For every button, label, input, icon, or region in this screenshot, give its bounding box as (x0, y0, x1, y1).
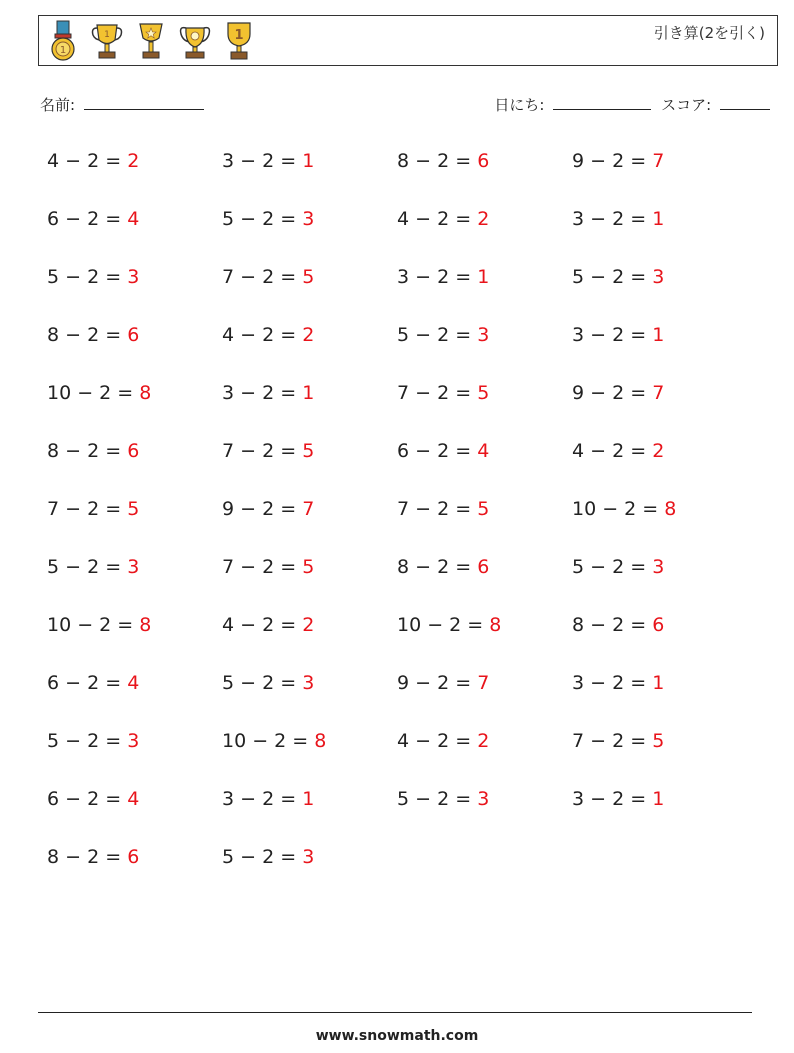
problem-question: 4 − 2 = (397, 208, 478, 230)
problem-answer: 4 (127, 788, 140, 810)
problem-item (572, 548, 747, 606)
problem-item (47, 780, 222, 838)
date-blank[interactable] (553, 95, 651, 110)
problem-question: 7 − 2 = (572, 730, 653, 752)
problem-answer: 1 (652, 324, 665, 346)
score-blank[interactable] (720, 95, 770, 110)
problem-item (222, 664, 397, 722)
problem-item (572, 142, 747, 200)
name-field (40, 94, 204, 115)
problem-item (47, 838, 222, 896)
problem-answer: 3 (127, 266, 140, 288)
problem-answer: 3 (302, 672, 315, 694)
problem-item (397, 606, 572, 664)
problem-answer: 5 (652, 730, 665, 752)
problem-question: 4 − 2 = (222, 324, 303, 346)
problem-answer: 7 (477, 672, 490, 694)
problem-answer: 8 (664, 498, 677, 520)
problem-question: 8 − 2 = (47, 846, 128, 868)
problem-item (222, 548, 397, 606)
problem-item (572, 316, 747, 374)
problem-item (47, 316, 222, 374)
problem-item (47, 142, 222, 200)
problem-answer: 5 (302, 266, 315, 288)
problem-question: 5 − 2 = (572, 266, 653, 288)
date-field (494, 94, 651, 115)
medal-icon (47, 20, 79, 62)
problem-item (572, 432, 747, 490)
problem-answer: 1 (302, 150, 315, 172)
problem-item (572, 780, 747, 838)
problem-answer: 3 (652, 266, 665, 288)
problem-question: 7 − 2 = (47, 498, 128, 520)
number-one-trophy-icon (223, 20, 255, 62)
problem-item (397, 490, 572, 548)
problem-question: 5 − 2 = (222, 672, 303, 694)
problem-item (222, 142, 397, 200)
problem-question: 4 − 2 = (572, 440, 653, 462)
problem-question: 10 − 2 = (47, 614, 140, 636)
problem-answer: 4 (477, 440, 490, 462)
problem-item (397, 664, 572, 722)
problem-answer: 3 (127, 556, 140, 578)
problem-question: 8 − 2 = (397, 556, 478, 578)
problem-answer: 6 (127, 846, 140, 868)
problem-answer: 7 (302, 498, 315, 520)
problem-answer: 8 (139, 614, 152, 636)
problem-item (397, 258, 572, 316)
problem-answer: 3 (477, 788, 490, 810)
problem-answer: 8 (489, 614, 502, 636)
problem-answer: 3 (652, 556, 665, 578)
icon-strip (47, 20, 255, 62)
problem-item (47, 258, 222, 316)
date-label: 日にち: (494, 96, 545, 114)
problem-answer: 2 (477, 730, 490, 752)
problem-answer: 1 (302, 382, 315, 404)
problem-question: 5 − 2 = (397, 324, 478, 346)
problem-answer: 6 (127, 324, 140, 346)
problem-answer: 6 (477, 556, 490, 578)
problem-question: 5 − 2 = (397, 788, 478, 810)
problem-question: 8 − 2 = (47, 440, 128, 462)
problem-item (47, 200, 222, 258)
cup-icon (179, 20, 211, 62)
problem-item (572, 200, 747, 258)
problem-item (47, 432, 222, 490)
problem-item (397, 722, 572, 780)
star-trophy-icon (135, 20, 167, 62)
problem-question: 9 − 2 = (222, 498, 303, 520)
svg-text:1: 1 (104, 30, 110, 40)
problem-answer: 3 (302, 846, 315, 868)
problem-answer: 8 (139, 382, 152, 404)
problem-answer: 1 (302, 788, 315, 810)
problem-item (47, 664, 222, 722)
problem-answer: 4 (127, 208, 140, 230)
svg-text:1: 1 (59, 45, 67, 56)
problem-item (397, 200, 572, 258)
problem-question: 8 − 2 = (397, 150, 478, 172)
problem-question: 4 − 2 = (397, 730, 478, 752)
problem-item (572, 664, 747, 722)
problem-item (222, 780, 397, 838)
problem-question: 10 − 2 = (572, 498, 665, 520)
problem-answer: 6 (477, 150, 490, 172)
problem-item (572, 258, 747, 316)
problem-answer: 3 (477, 324, 490, 346)
problem-answer: 2 (302, 324, 315, 346)
problem-answer: 8 (314, 730, 327, 752)
problem-question: 9 − 2 = (397, 672, 478, 694)
score-field (661, 94, 770, 115)
problem-item (222, 606, 397, 664)
problem-item (47, 722, 222, 780)
problem-question: 3 − 2 = (222, 788, 303, 810)
problem-question: 3 − 2 = (572, 324, 653, 346)
problem-item (47, 606, 222, 664)
problem-item (222, 722, 397, 780)
problem-item (572, 606, 747, 664)
problem-item (572, 374, 747, 432)
sheet-title: 引き算(2を引く) (653, 24, 765, 42)
header-box (38, 15, 778, 66)
problem-answer: 3 (302, 208, 315, 230)
problem-answer: 5 (302, 440, 315, 462)
problem-answer: 2 (302, 614, 315, 636)
problem-answer: 1 (652, 788, 665, 810)
problem-question: 5 − 2 = (222, 846, 303, 868)
problem-item (222, 838, 397, 896)
problem-answer: 6 (652, 614, 665, 636)
problem-question: 3 − 2 = (572, 672, 653, 694)
problem-answer: 5 (477, 498, 490, 520)
problem-question: 5 − 2 = (222, 208, 303, 230)
problem-question: 5 − 2 = (47, 730, 128, 752)
problem-item (572, 722, 747, 780)
problem-question: 7 − 2 = (397, 382, 478, 404)
name-label: 名前: (40, 96, 76, 114)
problem-item (222, 258, 397, 316)
problem-answer: 5 (127, 498, 140, 520)
problem-question: 3 − 2 = (222, 150, 303, 172)
problem-item (397, 316, 572, 374)
problem-item (397, 142, 572, 200)
problem-item (47, 548, 222, 606)
footer-divider (38, 1012, 752, 1013)
problem-answer: 2 (652, 440, 665, 462)
problem-grid (47, 142, 747, 896)
problem-answer: 1 (477, 266, 490, 288)
problem-question: 4 − 2 = (222, 614, 303, 636)
problem-answer: 1 (652, 208, 665, 230)
problem-item (222, 490, 397, 548)
problem-answer: 3 (127, 730, 140, 752)
problem-item (222, 200, 397, 258)
problem-item (397, 780, 572, 838)
problem-question: 5 − 2 = (572, 556, 653, 578)
problem-question: 9 − 2 = (572, 382, 653, 404)
problem-question: 9 − 2 = (572, 150, 653, 172)
problem-answer: 7 (652, 150, 665, 172)
problem-question: 8 − 2 = (47, 324, 128, 346)
problem-answer: 6 (127, 440, 140, 462)
footer-url[interactable]: www.snowmath.com (315, 1028, 479, 1044)
problem-question: 10 − 2 = (222, 730, 315, 752)
problem-question: 7 − 2 = (222, 440, 303, 462)
problem-answer: 2 (477, 208, 490, 230)
score-label: スコア: (661, 96, 712, 114)
problem-item (222, 432, 397, 490)
problem-question: 6 − 2 = (47, 788, 128, 810)
problem-question: 5 − 2 = (47, 266, 128, 288)
problem-item (397, 548, 572, 606)
problem-question: 3 − 2 = (222, 382, 303, 404)
problem-item (397, 374, 572, 432)
problem-question: 3 − 2 = (397, 266, 478, 288)
problem-answer: 2 (127, 150, 140, 172)
problem-question: 10 − 2 = (47, 382, 140, 404)
problem-answer: 4 (127, 672, 140, 694)
problem-question: 6 − 2 = (47, 672, 128, 694)
trophy-icon (91, 20, 123, 62)
problem-answer: 1 (652, 672, 665, 694)
problem-item (47, 374, 222, 432)
problem-question: 10 − 2 = (397, 614, 490, 636)
problem-question: 4 − 2 = (47, 150, 128, 172)
name-blank[interactable] (84, 95, 204, 110)
problem-question: 5 − 2 = (47, 556, 128, 578)
problem-item (47, 490, 222, 548)
problem-item (222, 374, 397, 432)
date-score-fields (494, 94, 770, 115)
problem-answer: 5 (477, 382, 490, 404)
problem-question: 7 − 2 = (222, 556, 303, 578)
svg-text:1: 1 (234, 28, 244, 43)
problem-item (222, 316, 397, 374)
problem-question: 7 − 2 = (222, 266, 303, 288)
problem-answer: 5 (302, 556, 315, 578)
problem-question: 6 − 2 = (397, 440, 478, 462)
problem-answer: 7 (652, 382, 665, 404)
problem-item (572, 490, 747, 548)
problem-question: 6 − 2 = (47, 208, 128, 230)
problem-question: 8 − 2 = (572, 614, 653, 636)
problem-item (397, 432, 572, 490)
problem-question: 3 − 2 = (572, 208, 653, 230)
problem-question: 3 − 2 = (572, 788, 653, 810)
problem-question: 7 − 2 = (397, 498, 478, 520)
